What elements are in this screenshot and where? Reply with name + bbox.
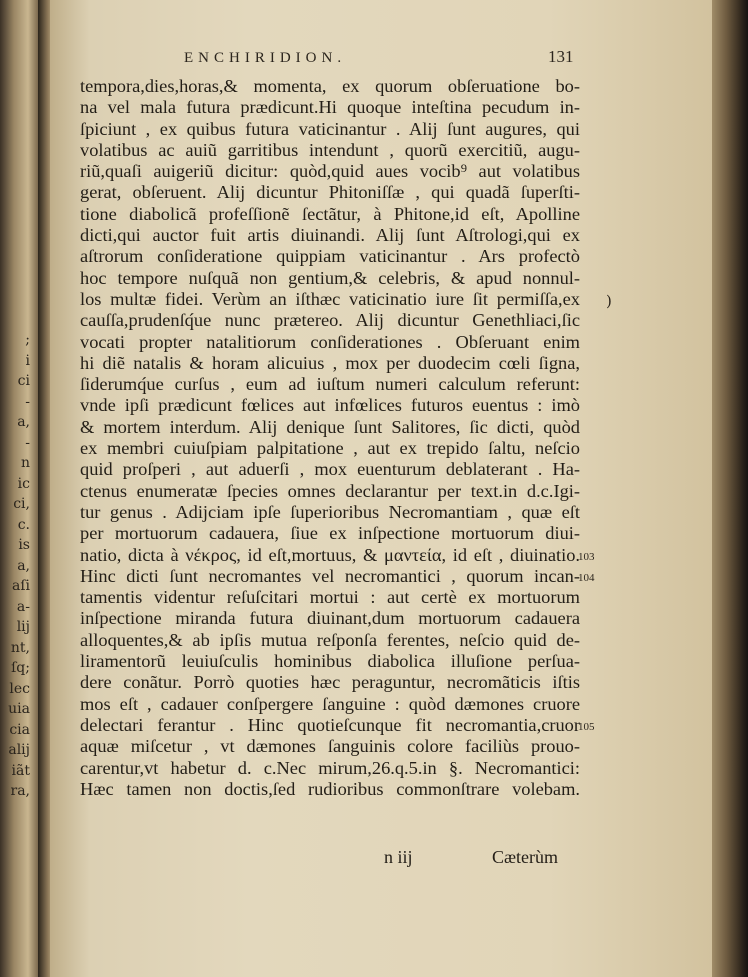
text-line: hoc tempore nuſquã non gentium,& celebris, & apud nonnul- — [80, 267, 580, 288]
running-title: ENCHIRIDION. — [184, 50, 347, 66]
left-page-fragment: i — [25, 352, 30, 369]
text-line: tamentis videntur reſuſcitari mortui : aut certè ex mortuorum — [80, 587, 580, 608]
left-page-fragment: ci, — [13, 496, 30, 512]
text-line: gerat, obſeruent. Alij dicuntur Phitoniſſæ , qui quadã ſuperſti- — [80, 182, 580, 203]
text-line: riũ,quaſi auigeriũ dicitur: quòd,quid aues vocib⁹ aut volatibus — [80, 161, 580, 182]
text-line: hi diẽ natalis & horam alicuius , mox per duodecim cœli ſigna, — [80, 352, 580, 373]
text-line: dicti,qui auctor fuit artis diuinandi. Alij ſunt Aſtrologi,qui ex — [80, 225, 580, 246]
text-line: delectari ferantur . Hinc quotieſcunque fit necromantia,cruor — [80, 714, 580, 735]
text-line: vnde ipſi prædicunt fœlices aut infœlices futuros euentus : imò — [80, 395, 580, 416]
left-page-fragment: n — [20, 455, 30, 471]
margin-mark-icon: ) — [606, 292, 612, 310]
text-line: natio, dicta à νέκρος, id eſt,mortuus, & μαντεία, id eſt , diuinatio. — [80, 544, 580, 565]
left-page-text-fragments — [0, 330, 30, 802]
text-line: na vel mala futura prædicunt.Hi quoque inteſtina pecudum in- — [80, 97, 580, 118]
margin-note: 103 — [578, 550, 595, 563]
text-line: ctenus enumeratæ ſpecies omnes declarantur per text.in d.c.Igi- — [80, 480, 580, 501]
left-page-fragment: lec — [9, 680, 30, 697]
text-line: aquæ miſcetur , vt dæmones ſanguinis colore faciliùs prouo- — [80, 736, 580, 757]
left-page-fragment: a, — [17, 557, 30, 574]
text-line: alloquentes,& ab ipſis mutua reſponſa ferentes, neſcio quid de- — [80, 629, 580, 650]
left-page-fragment: is — [18, 537, 30, 553]
left-page-fragment: ſq; — [11, 660, 30, 676]
text-line: ex membri cuiuſpiam palpitatione , aut ex trepido ſaltu, neſcio — [80, 438, 580, 459]
left-page-fragment: c. — [17, 516, 30, 533]
signature-mark: n iij — [384, 847, 413, 867]
margin-note: 104 — [578, 571, 595, 584]
left-page-fragment: alij — [8, 742, 30, 758]
body-text — [80, 76, 580, 800]
text-line: carentur,vt habetur d. c.Nec mirum,26.q.5.in §. Necromantici: — [80, 757, 580, 778]
left-page-fragment: nt, — [10, 639, 30, 656]
left-page-fragment: - — [25, 393, 30, 410]
left-page-fragment: lij — [16, 619, 30, 635]
catchword: Cæterùm — [492, 847, 558, 867]
text-line: ſiderumq́ue curſus , eum ad iuſtum numeri calculum referunt: — [80, 374, 580, 395]
text-line: liramentorũ leuiuſculis hominibus diabolica illuſione perſua- — [80, 651, 580, 672]
text-line: tempora,dies,horas,& momenta, ex quorum obſeruatione bo- — [80, 76, 580, 96]
text-line: tione diabolicã profeſſionẽ ſectãtur, à Phitone,id eſt, Apolline — [80, 203, 580, 224]
text-line: inſpectione miranda futura diuinant,dum mortuorum cadauera — [80, 608, 580, 629]
text-line: per mortuorum cadauera, ſiue ex inſpectione mortuorum diui- — [80, 523, 580, 544]
text-line: los multæ fidei. Verùm an iſthæc vaticinatio iure ſit permiſſa,ex — [80, 288, 580, 309]
left-page-fragment: - — [25, 434, 30, 451]
text-line: Hinc dicti ſunt necromantes vel necromantici , quorum incan- — [80, 565, 580, 586]
left-page-fragment: ci — [17, 373, 30, 389]
left-page-fragment: ; — [25, 332, 30, 348]
left-page-fragment: ic — [17, 475, 30, 492]
text-line: mos eſt , cadauer conſpergere ſanguine : quòd dæmones cruore — [80, 693, 580, 714]
left-page-edge — [0, 0, 40, 977]
text-line: dere conãtur. Porrò quoties hæc peraguntur, necromãticis iſtis — [80, 672, 580, 693]
text-line: tur genus . Adijciam ipſe ſuperioribus Necromantiam , quæ eſt — [80, 501, 580, 522]
page-number: 131 — [548, 47, 574, 66]
text-line: & mortem interdum. Alij denique ſunt Salitores, ſic dicti, quòd — [80, 416, 580, 437]
text-line: Hæc tamen non doctis,ſed rudioribus commonſtrare volebam. — [80, 778, 580, 799]
left-page-fragment: ra, — [10, 783, 30, 799]
left-page-fragment: a- — [16, 598, 30, 615]
text-line: quid proſperi , aut aduerſi , mox euenturum deblaterant . Ha- — [80, 459, 580, 480]
margin-note: 105 — [578, 721, 595, 733]
text-line: cauſſa,prudenſq́ue nunc prætereo. Alij dicuntur Genethliaci,ſic — [80, 310, 580, 331]
left-page-fragment: a, — [17, 414, 30, 430]
left-page-fragment: iãt — [11, 762, 30, 779]
left-page-fragment: cia — [9, 721, 30, 738]
text-line: ſpiciunt , ex quibus futura vaticinantur . Alij ſunt augures, qui — [80, 118, 580, 139]
left-page-fragment: uia — [8, 701, 30, 717]
text-line: volatibus ac auiũ garritibus intendunt , quorũ exercitiũ, augu- — [80, 139, 580, 160]
text-line: aſtrorum conſideratione quippiam vaticinantur . Ars profectò — [80, 246, 580, 267]
left-page-fragment: aſi — [11, 578, 30, 594]
text-line: vocati propter natalitiorum conſiderationes . Obſeruant enim — [80, 331, 580, 352]
page-stack-edge — [712, 0, 748, 977]
